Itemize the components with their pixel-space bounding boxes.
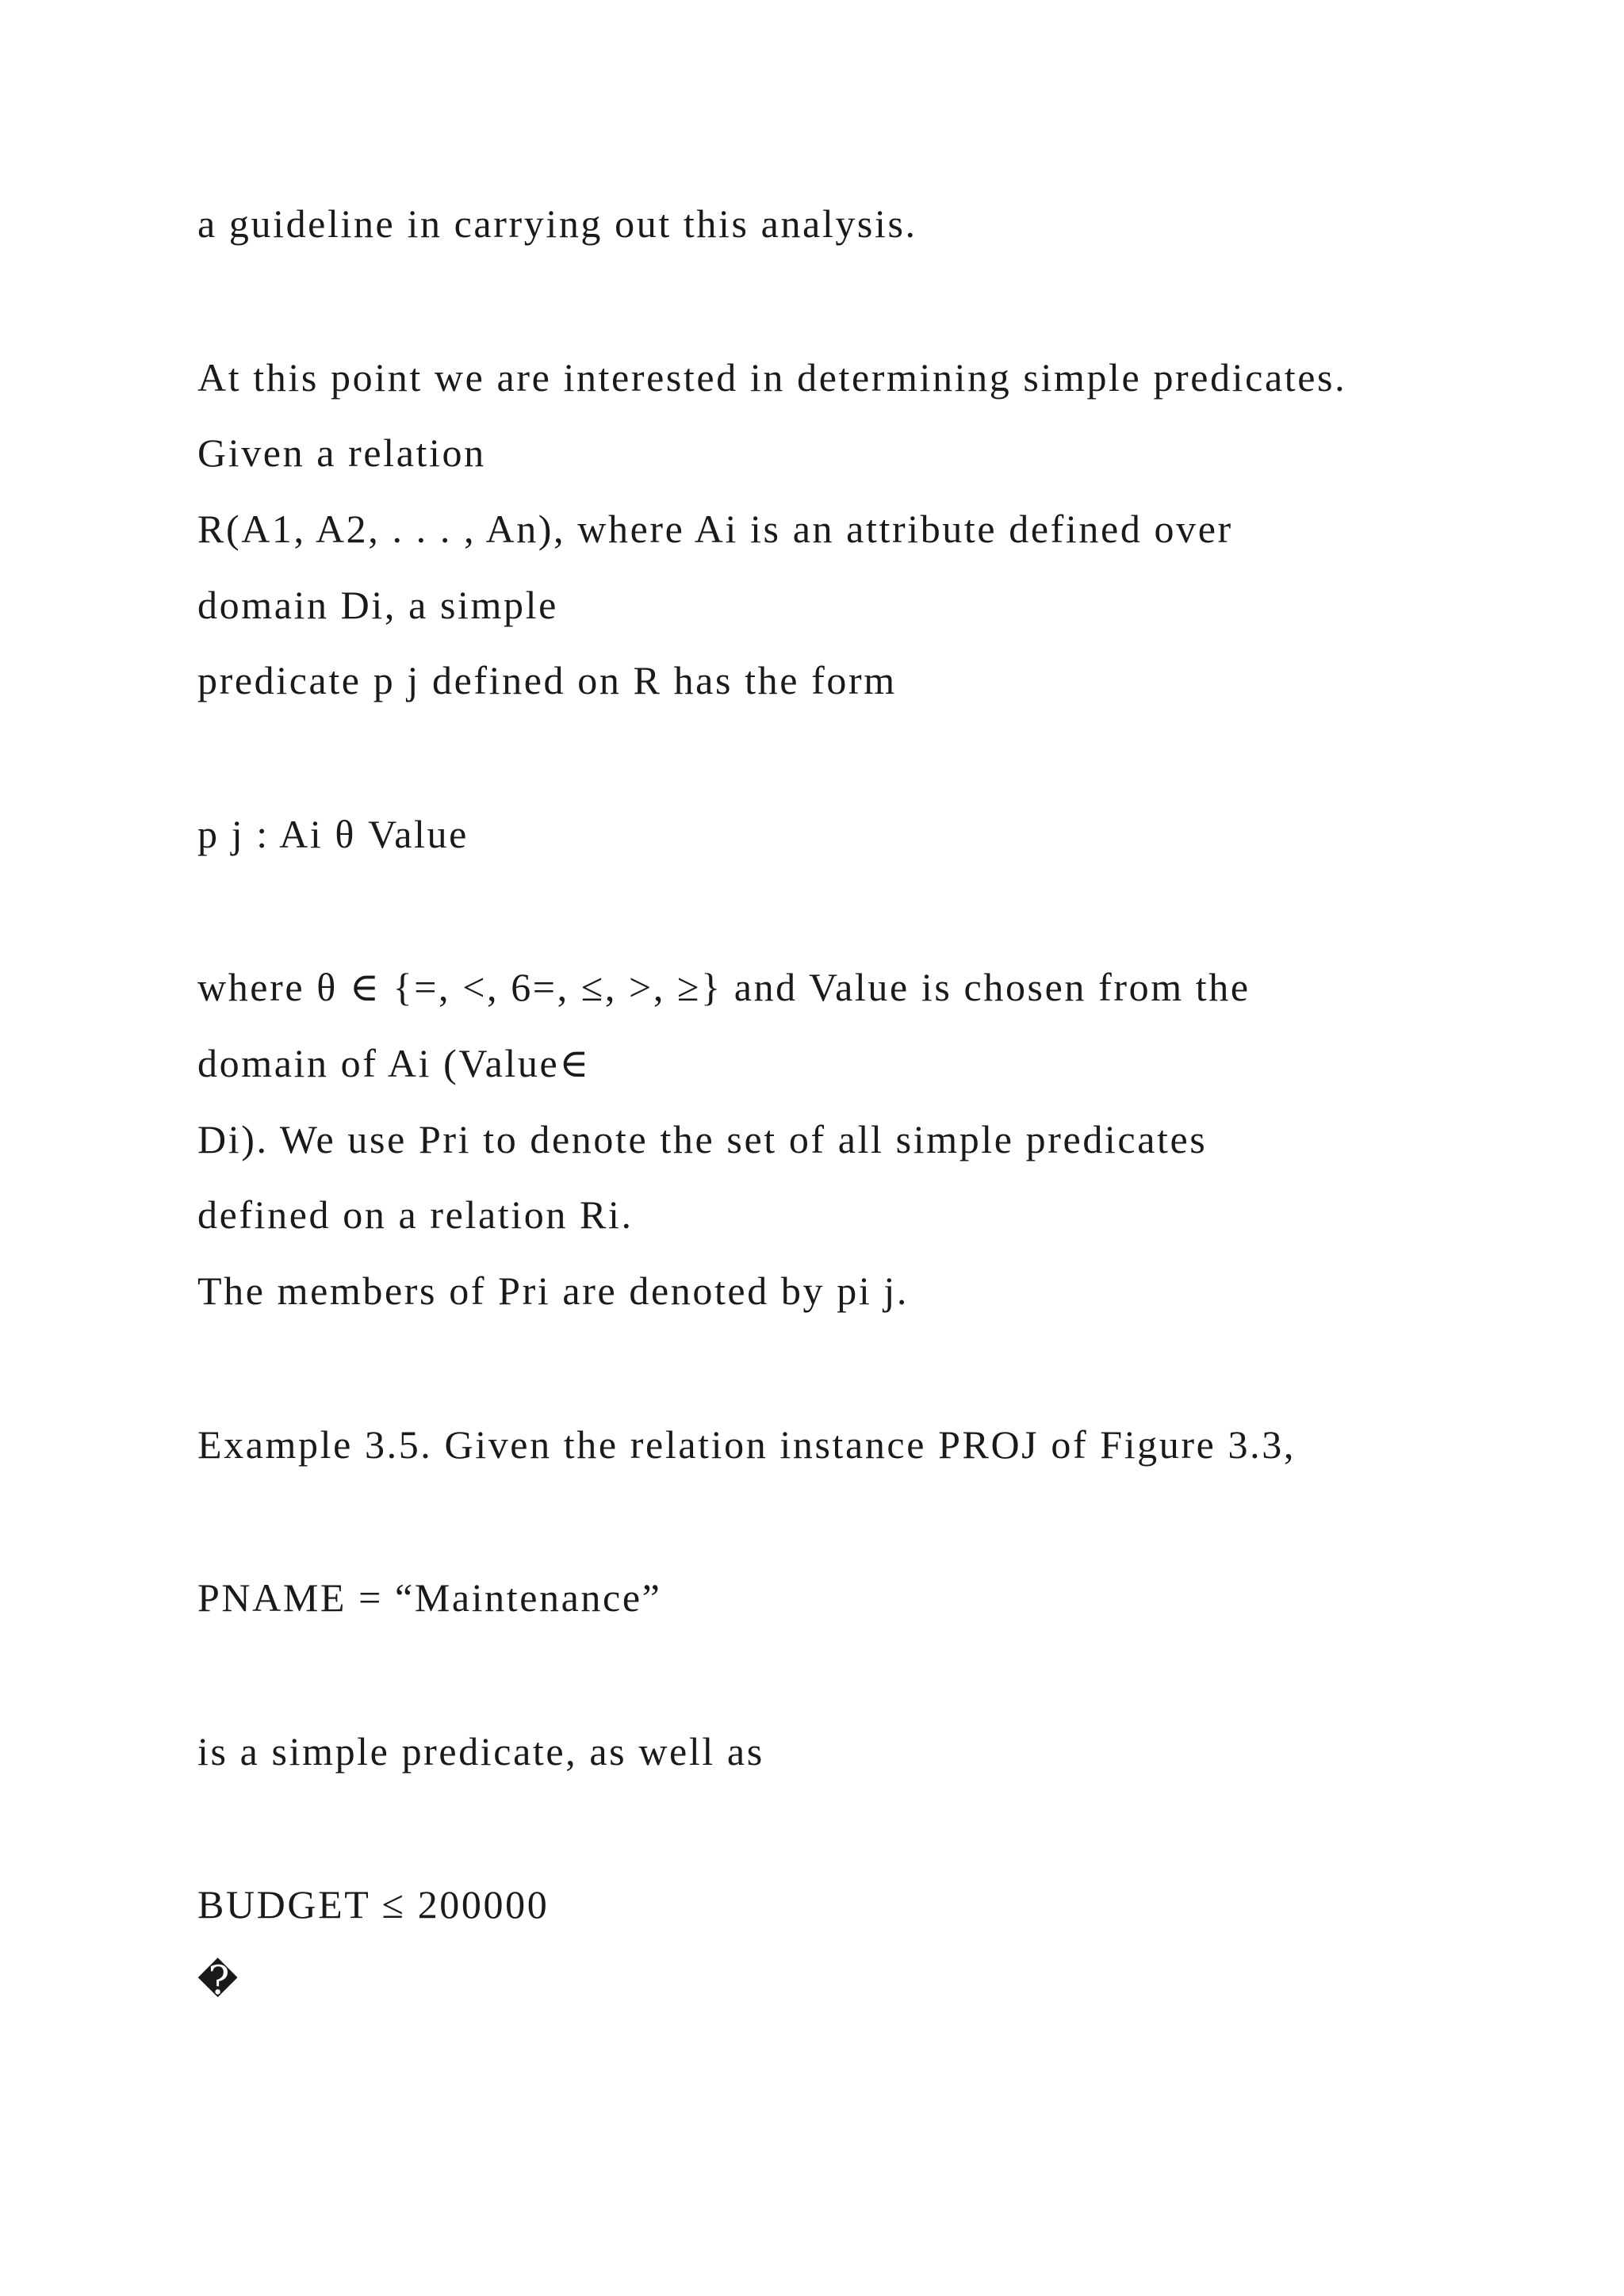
text-line-9: Di). We use Pri to denote the set of all simple predicates — [197, 1117, 1208, 1161]
text-line-11: The members of Pri are denoted by pi j. — [197, 1269, 910, 1313]
text-line-12: is a simple predicate, as well as — [197, 1729, 764, 1774]
formula-predicate: p j : Ai θ Value — [197, 812, 469, 856]
text-line-2: At this point we are interested in determining simple predicates. — [197, 355, 1347, 400]
text-line-6: predicate p j defined on R has the form — [197, 658, 897, 702]
text-line-8: domain of Ai (Value∈ — [197, 1041, 591, 1085]
text-line-10: defined on a relation Ri. — [197, 1192, 634, 1237]
formula-budget: BUDGET ≤ 200000 — [197, 1882, 550, 1927]
text-line-7: where θ ∈ {=, <, 6=, ≤, >, ≥} and Value is chosen from the — [197, 965, 1251, 1009]
formula-pname: PNAME = “Maintenance” — [197, 1575, 662, 1620]
example-heading: Example 3.5. Given the relation instance PROJ of Figure 3.3, — [197, 1422, 1296, 1467]
text-line-4: R(A1, A2, . . . , An), where Ai is an attribute defined over — [197, 507, 1233, 551]
text-line-3: Given a relation — [197, 430, 486, 475]
text-line-1: a guideline in carrying out this analysis. — [197, 201, 917, 246]
replacement-glyph: � — [197, 1958, 239, 2003]
text-line-5: domain Di, a simple — [197, 583, 558, 627]
